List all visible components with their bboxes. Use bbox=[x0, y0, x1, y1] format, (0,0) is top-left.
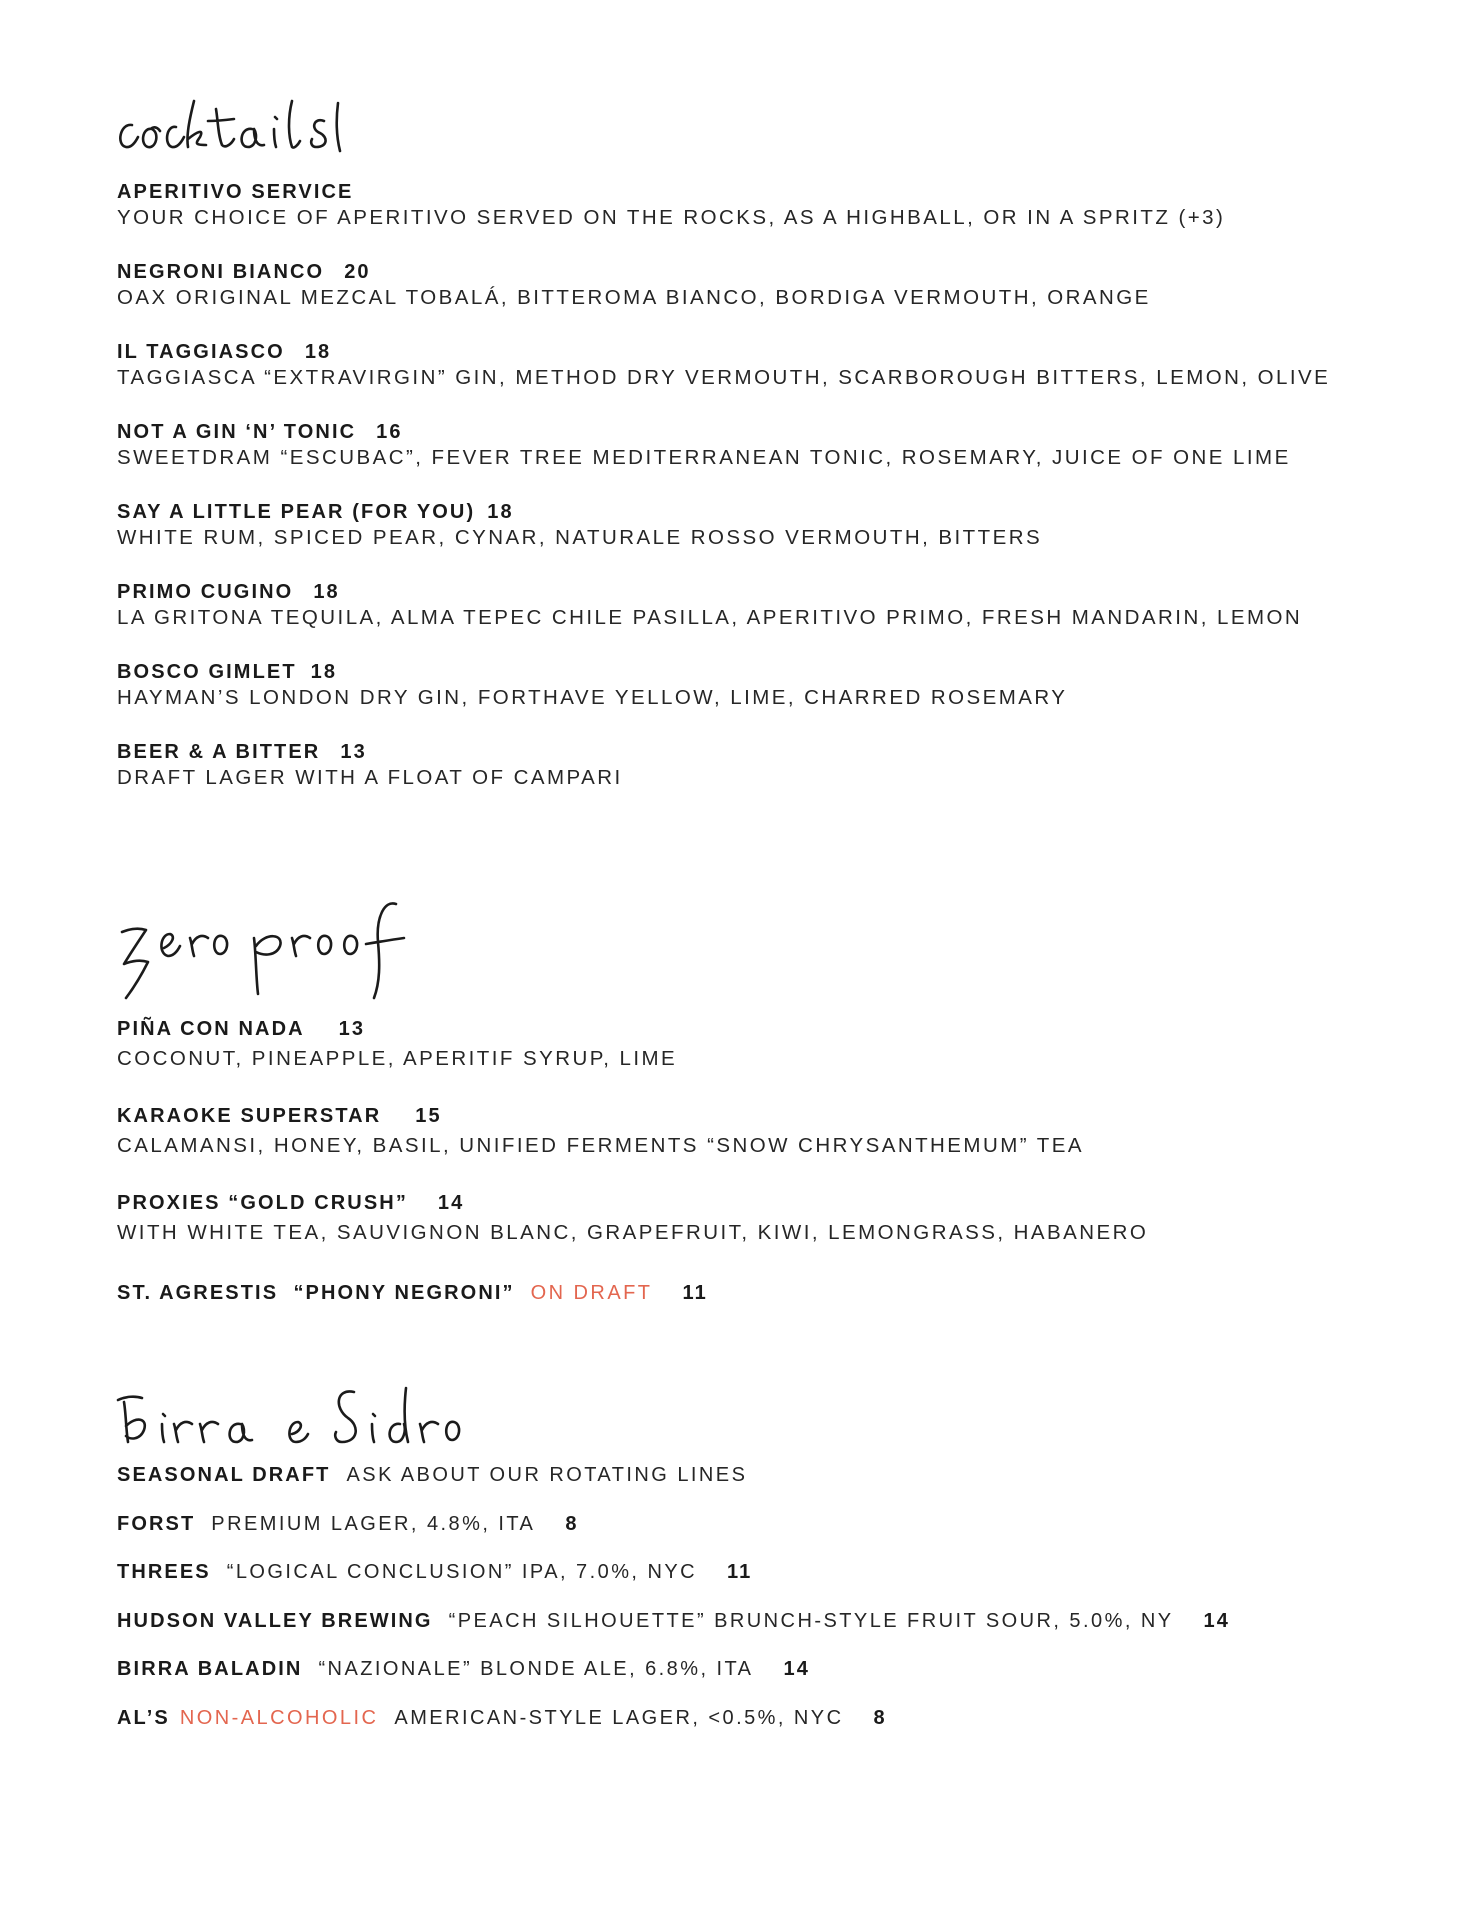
beer-item bbox=[117, 1656, 810, 1682]
item-price: 16 bbox=[376, 421, 403, 443]
item-description: WHITE RUM, SPICED PEAR, CYNAR, NATURALE ROSSO VERMOUTH, BITTERS bbox=[117, 526, 1043, 549]
item-description: SWEETDRAM “ESCUBAC”, FEVER TREE MEDITERRANEAN TONIC, ROSEMARY, JUICE OF ONE LIME bbox=[117, 446, 1291, 469]
item-name: SEASONAL DRAFT bbox=[117, 1464, 331, 1486]
item-description: CALAMANSI, HONEY, BASIL, UNIFIED FERMENTS “SNOW CHRYSANTHEMUM” TEA bbox=[117, 1134, 1085, 1157]
item-price: 18 bbox=[313, 581, 340, 603]
cocktail-item bbox=[117, 419, 1291, 471]
item-price: 11 bbox=[727, 1561, 753, 1583]
item-description: LA GRITONA TEQUILA, ALMA TEPEC CHILE PASILLA, APERITIVO PRIMO, FRESH MANDARIN, LEMON bbox=[117, 606, 1303, 629]
item-price: 11 bbox=[682, 1282, 708, 1304]
item-description: WITH WHITE TEA, SAUVIGNON BLANC, GRAPEFRUIT, KIWI, LEMONGRASS, HABANERO bbox=[117, 1221, 1149, 1244]
zero-proof-heading bbox=[114, 898, 434, 1008]
item-name: PRIMO CUGINO bbox=[117, 581, 294, 603]
cocktail-item bbox=[117, 739, 623, 791]
item-name: NEGRONI BIANCO bbox=[117, 261, 325, 283]
cocktail-item bbox=[117, 499, 1042, 551]
item-description: OAX ORIGINAL MEZCAL TOBALÁ, BITTEROMA BIANCO, BORDIGA VERMOUTH, ORANGE bbox=[117, 286, 1151, 309]
item-name: BIRRA BALADIN bbox=[117, 1658, 303, 1680]
item-description: “LOGICAL CONCLUSION” IPA, 7.0%, NYC bbox=[226, 1561, 698, 1583]
cocktail-item bbox=[117, 339, 1330, 391]
beer-item bbox=[117, 1511, 579, 1537]
item-name: NOT A GIN ‘N’ TONIC bbox=[117, 421, 357, 443]
item-price: 15 bbox=[415, 1105, 442, 1127]
item-name: ST. AGRESTIS “PHONY NEGRONI” bbox=[117, 1282, 515, 1304]
zero-proof-item bbox=[117, 1016, 677, 1072]
item-price: 13 bbox=[338, 1018, 366, 1040]
item-description: “PEACH SILHOUETTE” BRUNCH-STYLE FRUIT SOUR, 5.0%, NY bbox=[448, 1610, 1174, 1632]
item-description: “NAZIONALE” BLONDE ALE, 6.8%, ITA bbox=[318, 1658, 754, 1680]
beer-item bbox=[117, 1608, 1230, 1634]
item-description: ASK ABOUT OUR ROTATING LINES bbox=[346, 1464, 748, 1486]
non-alcoholic-tag: NON-ALCOHOLIC bbox=[179, 1707, 379, 1729]
item-name: PROXIES “GOLD CRUSH” bbox=[117, 1192, 408, 1214]
item-description: COCONUT, PINEAPPLE, APERITIF SYRUP, LIME bbox=[117, 1047, 678, 1070]
zero-proof-draft-item bbox=[117, 1280, 708, 1306]
beer-item bbox=[117, 1462, 747, 1488]
item-price: 14 bbox=[783, 1658, 810, 1680]
item-price: 14 bbox=[437, 1192, 465, 1214]
item-name: FORST bbox=[117, 1513, 196, 1535]
zero-proof-item bbox=[117, 1103, 1084, 1159]
cocktail-item bbox=[117, 659, 1067, 711]
zero-proof-item bbox=[117, 1190, 1148, 1246]
beer-item bbox=[117, 1559, 752, 1585]
birra-e-sidro-script-image bbox=[114, 1378, 554, 1450]
cocktail-item bbox=[117, 579, 1302, 631]
item-name: HUDSON VALLEY BREWING bbox=[117, 1610, 433, 1632]
item-price: 18 bbox=[487, 501, 514, 523]
item-description: DRAFT LAGER WITH A FLOAT OF CAMPARI bbox=[117, 766, 623, 789]
cocktails-heading bbox=[114, 95, 394, 165]
item-name: PIÑA CON NADA bbox=[117, 1018, 305, 1040]
item-price: 18 bbox=[304, 341, 332, 363]
item-name: APERITIVO SERVICE bbox=[117, 181, 354, 203]
birra-e-sidro-heading bbox=[114, 1378, 554, 1450]
item-description: TAGGIASCA “EXTRAVIRGIN” GIN, METHOD DRY VERMOUTH, SCARBOROUGH BITTERS, LEMON, OLIVE bbox=[117, 366, 1331, 389]
item-description: PREMIUM LAGER, 4.8%, ITA bbox=[211, 1513, 536, 1535]
item-name: THREES bbox=[117, 1561, 211, 1583]
item-name: BEER & A BITTER bbox=[117, 741, 321, 763]
item-price: 8 bbox=[565, 1513, 579, 1535]
item-name: AL’S bbox=[117, 1707, 170, 1729]
on-draft-tag: ON DRAFT bbox=[530, 1282, 653, 1304]
item-name: SAY A LITTLE PEAR (FOR YOU) bbox=[117, 501, 476, 523]
item-description: YOUR CHOICE OF APERITIVO SERVED ON THE ROCKS, AS A HIGHBALL, OR IN A SPRITZ (+3) bbox=[117, 206, 1226, 229]
item-name: IL TAGGIASCO bbox=[117, 341, 285, 363]
item-description: HAYMAN’S LONDON DRY GIN, FORTHAVE YELLOW, LIME, CHARRED ROSEMARY bbox=[117, 686, 1068, 709]
item-price: 20 bbox=[344, 261, 371, 283]
cocktail-item bbox=[117, 179, 1225, 231]
zero-proof-script-image bbox=[114, 898, 434, 1008]
item-name: BOSCO GIMLET bbox=[117, 661, 297, 683]
item-price: 8 bbox=[873, 1707, 887, 1729]
item-name: KARAOKE SUPERSTAR bbox=[117, 1105, 382, 1127]
item-price: 18 bbox=[310, 661, 338, 683]
cocktail-item bbox=[117, 259, 1151, 311]
item-description: AMERICAN-STYLE LAGER, <0.5%, NYC bbox=[394, 1707, 844, 1729]
cocktails-script-image bbox=[114, 95, 394, 165]
beer-item-non-alcoholic bbox=[117, 1705, 887, 1731]
item-price: 14 bbox=[1203, 1610, 1230, 1632]
item-price: 13 bbox=[340, 741, 367, 763]
